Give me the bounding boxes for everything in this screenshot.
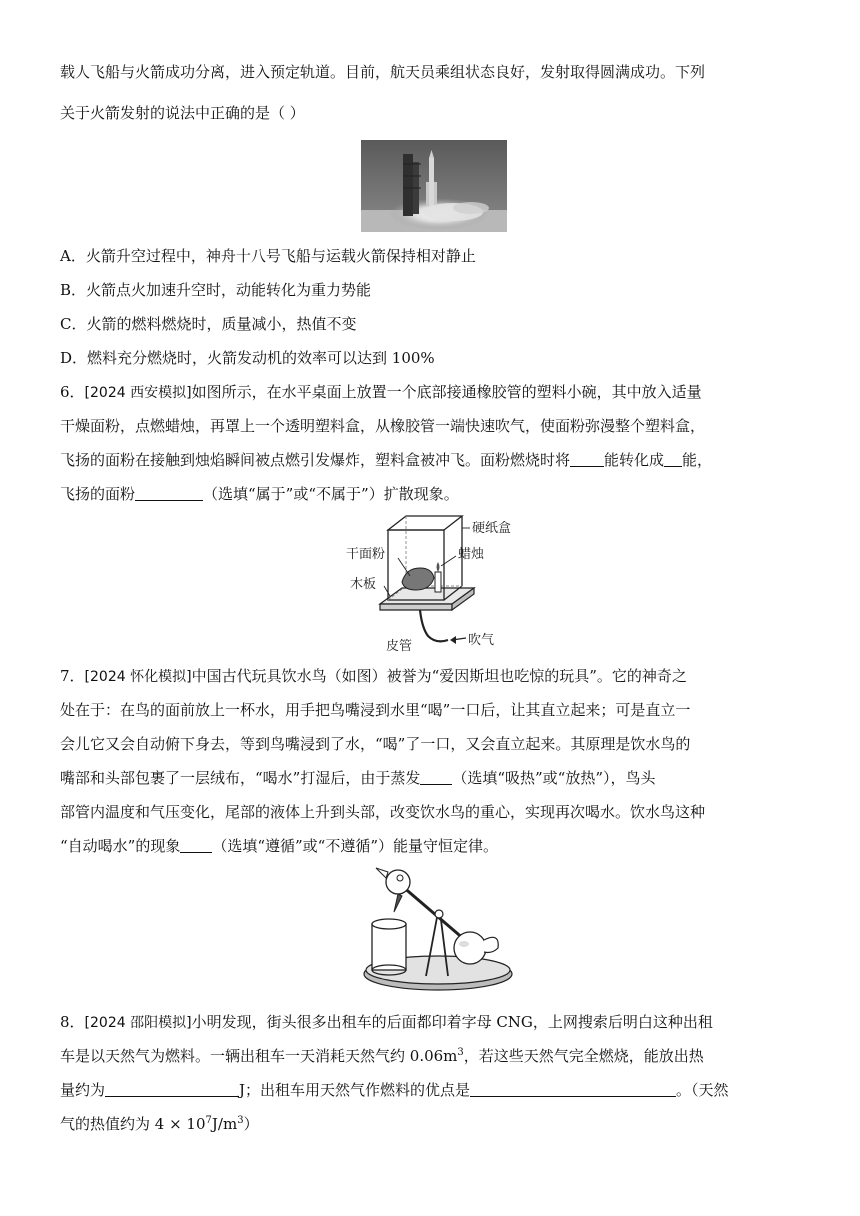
q8-line2	[60, 1046, 704, 1066]
q8-text-3b: J；出租车用天然气作燃料的优点是	[239, 1081, 471, 1099]
q6-blank-1[interactable]	[570, 450, 604, 467]
q8-source-tag: [2024 邵阳模拟]	[84, 1015, 192, 1031]
q8-blank-1[interactable]	[105, 1080, 239, 1097]
label-blow: 吹气	[468, 633, 495, 648]
q6-text-4b: （选填“属于”或“不属于”）扩散现象。	[203, 485, 459, 503]
q7-line3: 会儿它又会自动俯下身去，等到鸟嘴浸到了水，“喝”了一口，又会直立起来。其原理是饮水鸟的	[60, 735, 691, 753]
flour-explosion-figure	[340, 510, 530, 656]
q7-line1	[60, 666, 687, 687]
q6-text-1: 如图所示，在水平桌面上放置一个底部接通橡胶管的塑料小碗，其中放入适量	[191, 383, 702, 401]
q8-sup-1: 3	[457, 1047, 464, 1058]
label-dry-flour: 干面粉	[346, 547, 386, 562]
q7-text-1: 中国古代玩具饮水鸟（如图）被誉为“爱因斯坦也吃惊的玩具”。它的神奇之	[191, 667, 687, 685]
q6-line1	[60, 382, 702, 403]
q8-line3	[60, 1080, 729, 1100]
q8-line1	[60, 1012, 713, 1033]
q5-option-a: A．火箭升空过程中，神舟十八号飞船与运载火箭保持相对静止	[60, 247, 476, 265]
q6-text-3c: 能，	[682, 451, 713, 469]
q6-blank-3[interactable]	[135, 484, 203, 501]
q6-text-3a: 飞扬的面粉在接触到烛焰瞬间被点燃引发爆炸，塑料盒被冲飞。面粉燃烧时将	[60, 451, 571, 469]
q7-number: 7．	[60, 667, 85, 685]
q8-text-2a: 车是以天然气为燃料。一辆出租车一天消耗天然气约 0.06m	[60, 1047, 458, 1065]
q7-line5: 部管内温度和气压变化，尾部的液体上升到头部，改变饮水鸟的重心，实现再次喝水。饮水鸟这种	[60, 803, 706, 821]
q7-text-6a: “自动喝水”的现象	[60, 837, 181, 855]
q6-blank-2[interactable]	[664, 450, 682, 467]
q5-option-b: B．火箭点火加速升空时，动能转化为重力势能	[60, 281, 372, 299]
q8-sup-3: 3	[237, 1115, 244, 1126]
q7-source-tag: [2024 怀化模拟]	[84, 669, 192, 685]
q8-text-2b: ，若这些天然气完全燃烧，能放出热	[463, 1047, 704, 1065]
q8-text-3a: 量约为	[60, 1081, 106, 1099]
q8-text-1: 小明发现，街头很多出租车的后面都印着字母 CNG，上网搜索后明白这种出租	[191, 1013, 713, 1031]
q8-sup-2: 7	[205, 1115, 212, 1126]
rocket-launch-photo	[361, 140, 507, 232]
q6-text-3b: 能转化成	[604, 451, 665, 469]
q7-line6	[60, 836, 498, 856]
q5-option-d: D．燃料充分燃烧时，火箭发动机的效率可以达到 100%	[60, 349, 435, 367]
q8-text-3c: 。（天然	[676, 1081, 729, 1099]
q8-line4	[60, 1114, 259, 1134]
q5-line1: 载人飞船与火箭成功分离，进入预定轨道。目前，航天员乘组状态良好，发射取得圆满成功。下列	[60, 63, 706, 81]
q6-line3	[60, 450, 712, 470]
q7-blank-2[interactable]	[180, 836, 212, 853]
q7-text-4a: 嘴部和头部包裹了一层绒布，“喝水”打湿后，由于蒸发	[60, 769, 421, 787]
q5-line2: 关于火箭发射的说法中正确的是（ ）	[60, 104, 305, 122]
q7-text-4b: （选填“吸热”或“放热”），鸟头	[452, 769, 656, 787]
q6-line4	[60, 484, 459, 504]
label-rubber-tube: 皮管	[386, 639, 413, 654]
q8-number: 8．	[60, 1013, 85, 1031]
q8-blank-2[interactable]	[470, 1080, 676, 1097]
q6-line2: 干燥面粉，点燃蜡烛，再罩上一个透明塑料盒，从橡胶管一端快速吹气，使面粉弥漫整个塑料盒，	[60, 417, 706, 435]
drinking-bird-figure	[354, 866, 516, 1000]
label-candle: 蜡烛	[458, 547, 485, 562]
q6-source-tag: [2024 西安模拟]	[84, 385, 192, 401]
label-cardboard-box: 硬纸盒	[472, 521, 512, 536]
q6-number: 6．	[60, 383, 85, 401]
label-board: 木板	[350, 577, 377, 592]
q7-line2: 处在于：在鸟的面前放上一杯水，用手把鸟嘴浸到水里“喝”一口后，让其直立起来；可是直立一	[60, 701, 691, 719]
q6-text-4a: 飞扬的面粉	[60, 485, 136, 503]
q8-text-4a: 气的热值约为 4 × 10	[60, 1115, 206, 1133]
q7-text-6b: （选填“遵循”或“不遵循”）能量守恒定律。	[212, 837, 499, 855]
q7-line4	[60, 768, 656, 788]
q7-blank-1[interactable]	[420, 768, 452, 785]
q8-text-4b: J/m	[211, 1115, 238, 1133]
q8-text-4c: ）	[243, 1115, 259, 1133]
q5-option-c: C．火箭的燃料燃烧时，质量减小，热值不变	[60, 315, 357, 333]
